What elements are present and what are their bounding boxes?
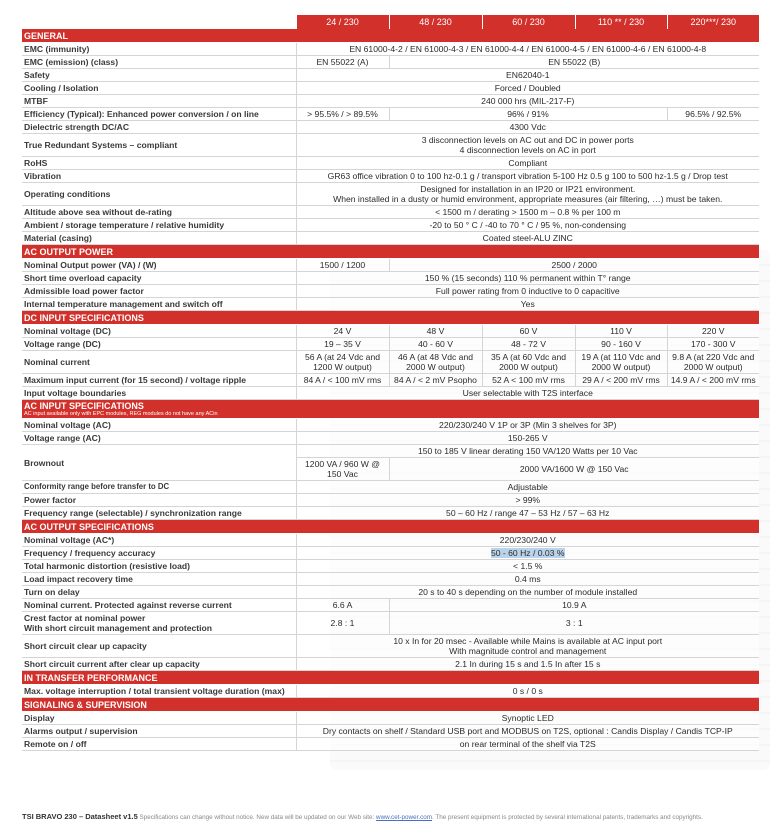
- row-label: Maximum input current (for 15 second) / voltage ripple: [22, 374, 296, 387]
- table-row: [22, 432, 759, 445]
- section-title: DC INPUT SPECIFICATIONS: [22, 311, 759, 325]
- row-value: EN 55022 (A): [296, 56, 389, 69]
- row-value: [296, 183, 759, 206]
- row-label: Admissible load power factor: [22, 285, 296, 298]
- row-value: 90 - 160 V: [575, 338, 667, 351]
- table-row: [22, 635, 759, 658]
- section-title-text: AC INPUT SPECIFICATIONS: [24, 401, 144, 411]
- row-value: 220 V: [667, 325, 759, 338]
- row-label: MTBF: [22, 95, 296, 108]
- row-label: Material (casing): [22, 232, 296, 245]
- table-row: [22, 712, 759, 725]
- section-title: AC OUTPUT POWER: [22, 245, 759, 259]
- row-label: Frequency range (selectable) / synchronization range: [22, 507, 296, 520]
- table-row: [22, 134, 759, 157]
- table-row: [22, 507, 759, 520]
- row-value: 2500 / 2000: [389, 259, 759, 272]
- row-label: Nominal Output power (VA) / (W): [22, 259, 296, 272]
- row-value: -20 to 50 ° C / -40 to 70 ° C / 95 %, non-condensing: [296, 219, 759, 232]
- row-value: 48 V: [389, 325, 482, 338]
- table-row: [22, 738, 759, 751]
- row-value: 10.9 A: [389, 599, 759, 612]
- value-line: With magnitude control and management: [449, 646, 607, 656]
- table-row: [22, 56, 759, 69]
- row-value: GR63 office vibration 0 to 100 hz-0.1 g / transport vibration 5-100 Hz 0.5 g 100 to 500 hz-1.5 g / Drop test: [296, 170, 759, 183]
- row-label: Short circuit clear up capacity: [22, 635, 296, 658]
- row-label: Altitude above sea without de-rating: [22, 206, 296, 219]
- row-label: Power factor: [22, 494, 296, 507]
- row-value: 0 s / 0 s: [296, 685, 759, 698]
- row-value: 20 s to 40 s depending on the number of module installed: [296, 586, 759, 599]
- section-ac-input: [22, 400, 759, 419]
- row-value: Compliant: [296, 157, 759, 170]
- footer-text: Specifications can change without notice. New data will be updated on our Web site:: [139, 814, 375, 821]
- row-value: 56 A (at 24 Vdc and 1200 W output): [296, 351, 389, 374]
- label-line: Crest factor at nominal power: [24, 613, 146, 623]
- value-line: Designed for installation in an IP20 or IP21 environment.: [420, 184, 636, 194]
- row-value: 60 V: [482, 325, 575, 338]
- row-value: 96.5% / 92.5%: [667, 108, 759, 121]
- row-value: 1500 / 1200: [296, 259, 389, 272]
- row-value: Synoptic LED: [296, 712, 759, 725]
- row-label: Turn on delay: [22, 586, 296, 599]
- table-row: [22, 95, 759, 108]
- table-row: [22, 170, 759, 183]
- row-value: 2.1 In during 15 s and 1.5 In after 15 s: [296, 658, 759, 671]
- table-row: [22, 685, 759, 698]
- row-label: Ambient / storage temperature / relative humidity: [22, 219, 296, 232]
- row-value: User selectable with T2S interface: [296, 387, 759, 400]
- value-line: 10 x In for 20 msec - Available while Mains is available at AC input port: [393, 636, 663, 646]
- row-label: RoHS: [22, 157, 296, 170]
- row-label: Safety: [22, 69, 296, 82]
- row-value: EN 55022 (B): [389, 56, 759, 69]
- row-value: 170 - 300 V: [667, 338, 759, 351]
- row-value: 2000 VA/1600 W @ 150 Vac: [389, 458, 759, 481]
- row-label: Display: [22, 712, 296, 725]
- footer: [22, 812, 703, 821]
- row-value: Adjustable: [296, 481, 759, 494]
- table-row: [22, 534, 759, 547]
- table-row: [22, 82, 759, 95]
- value-line: When installed in a dusty or humid environment, appropriate measures (air filtering, …) must be taken.: [333, 194, 723, 204]
- table-row: [22, 573, 759, 586]
- row-value: Yes: [296, 298, 759, 311]
- row-value: 240 000 hrs (MIL-217-F): [296, 95, 759, 108]
- header-spacer: [22, 15, 296, 29]
- table-row: [22, 219, 759, 232]
- row-value: 50 – 60 Hz / range 47 – 53 Hz / 57 – 63 Hz: [296, 507, 759, 520]
- row-label: Nominal current: [22, 351, 296, 374]
- row-value: 3 : 1: [389, 612, 759, 635]
- table-row: [22, 612, 759, 635]
- row-value: EN 61000-4-2 / EN 61000-4-3 / EN 61000-4-4 / EN 61000-4-5 / EN 61000-4-6 / EN 61000-4-8: [296, 43, 759, 56]
- section-ac-output-power: [22, 245, 759, 259]
- row-value: 96% / 91%: [389, 108, 667, 121]
- row-value: 14.9 A / < 200 mV rms: [667, 374, 759, 387]
- row-value: 40 - 60 V: [389, 338, 482, 351]
- table-row: [22, 658, 759, 671]
- value-line: 3 disconnection levels on AC out and DC in power ports: [421, 135, 634, 145]
- row-label: Nominal voltage (DC): [22, 325, 296, 338]
- column-header-row: [22, 15, 759, 29]
- row-value: Dry contacts on shelf / Standard USB port and MODBUS on T2S, optional : Candis Display / Candis TCP-IP: [296, 725, 759, 738]
- row-label: Efficiency (Typical): Enhanced power conversion / on line: [22, 108, 296, 121]
- row-label: Alarms output / supervision: [22, 725, 296, 738]
- table-row: [22, 259, 759, 272]
- row-label: Frequency / frequency accuracy: [22, 547, 296, 560]
- section-title: [22, 400, 759, 419]
- row-value: 220/230/240 V 1P or 3P (Min 3 shelves for 3P): [296, 419, 759, 432]
- row-label: Max. voltage interruption / total transient voltage duration (max): [22, 685, 296, 698]
- value-line: 4 disconnection levels on AC in port: [459, 145, 596, 155]
- row-label: Operating conditions: [22, 183, 296, 206]
- row-value: > 99%: [296, 494, 759, 507]
- row-value: 24 V: [296, 325, 389, 338]
- row-value: 110 V: [575, 325, 667, 338]
- row-label: Conformity range before transfer to DC: [22, 481, 296, 494]
- table-row: [22, 494, 759, 507]
- row-label: Internal temperature management and switch off: [22, 298, 296, 311]
- row-value: 46 A (at 48 Vdc and 2000 W output): [389, 351, 482, 374]
- selected-text[interactable]: 50 - 60 Hz / 0.03 %: [490, 548, 565, 558]
- row-value: 9.8 A (at 220 Vdc and 2000 W output): [667, 351, 759, 374]
- section-title: SIGNALING & SUPERVISION: [22, 698, 759, 712]
- table-row: [22, 481, 759, 494]
- row-label: Total harmonic distortion (resistive load): [22, 560, 296, 573]
- table-row: [22, 157, 759, 170]
- row-label: Remote on / off: [22, 738, 296, 751]
- footer-text-end: . The present equipment is protected by several international patents, trademarks and copyrights.: [432, 814, 703, 821]
- row-value: 150-265 V: [296, 432, 759, 445]
- row-value: 52 A < 100 mV rms: [482, 374, 575, 387]
- table-row: [22, 586, 759, 599]
- label-line: With short circuit management and protection: [24, 623, 213, 633]
- row-label: EMC (immunity): [22, 43, 296, 56]
- row-value: Coated steel-ALU ZINC: [296, 232, 759, 245]
- column-110-230: 110 ** / 230: [575, 15, 667, 29]
- table-row: [22, 285, 759, 298]
- row-value: 2.8 : 1: [296, 612, 389, 635]
- row-value: Full power rating from 0 inductive to 0 capacitive: [296, 285, 759, 298]
- table-row: [22, 560, 759, 573]
- row-value: 84 A / < 2 mV Psopho: [389, 374, 482, 387]
- section-title: IN TRANSFER PERFORMANCE: [22, 671, 759, 685]
- row-value: 6.6 A: [296, 599, 389, 612]
- row-value: > 95.5% / > 89.5%: [296, 108, 389, 121]
- row-value: 150 % (15 seconds) 110 % permanent within T° range: [296, 272, 759, 285]
- section-general: [22, 29, 759, 43]
- table-row: [22, 374, 759, 387]
- row-value: 84 A / < 100 mV rms: [296, 374, 389, 387]
- table-row: [22, 121, 759, 134]
- row-label: Brownout: [22, 445, 296, 481]
- row-value: 150 to 185 V linear derating 150 VA/120 Watts per 10 Vac: [296, 445, 759, 458]
- row-value: 220/230/240 V: [296, 534, 759, 547]
- row-label: True Redundant Systems – compliant: [22, 134, 296, 157]
- row-label: Voltage range (AC): [22, 432, 296, 445]
- row-value: < 1500 m / derating > 1500 m – 0.8 % per 100 m: [296, 206, 759, 219]
- row-label: Short time overload capacity: [22, 272, 296, 285]
- row-label: Voltage range (DC): [22, 338, 296, 351]
- footer-title: TSI BRAVO 230 – Datasheet v1.5: [22, 812, 138, 821]
- row-value: EN62040-1: [296, 69, 759, 82]
- table-row: [22, 272, 759, 285]
- row-label: [22, 612, 296, 635]
- row-value: 48 - 72 V: [482, 338, 575, 351]
- row-label: Nominal current. Protected against reverse current: [22, 599, 296, 612]
- column-48-230: 48 / 230: [389, 15, 482, 29]
- row-value: 1200 VA / 960 W @ 150 Vac: [296, 458, 389, 481]
- row-label: Nominal voltage (AC): [22, 419, 296, 432]
- table-row: [22, 725, 759, 738]
- row-value: [296, 635, 759, 658]
- row-label: Input voltage boundaries: [22, 387, 296, 400]
- table-row: [22, 108, 759, 121]
- section-title: GENERAL: [22, 29, 759, 43]
- row-value: 19 – 35 V: [296, 338, 389, 351]
- table-row: [22, 69, 759, 82]
- section-ac-output: [22, 520, 759, 534]
- row-label: Vibration: [22, 170, 296, 183]
- table-row: [22, 351, 759, 374]
- row-value: Forced / Doubled: [296, 82, 759, 95]
- row-value: 29 A / < 200 mV rms: [575, 374, 667, 387]
- table-row: [22, 599, 759, 612]
- section-dc-input: [22, 311, 759, 325]
- section-subtitle: AC input available only with EPC modules, REG modules do not have any ACin: [24, 411, 218, 417]
- row-value: on rear terminal of the shelf via T2S: [296, 738, 759, 751]
- row-label: EMC (emission) (class): [22, 56, 296, 69]
- row-label: Dielectric strength DC/AC: [22, 121, 296, 134]
- section-in-transfer: [22, 671, 759, 685]
- section-title: AC OUTPUT SPECIFICATIONS: [22, 520, 759, 534]
- row-label: Load impact recovery time: [22, 573, 296, 586]
- table-row: [22, 419, 759, 432]
- table-row: [22, 232, 759, 245]
- column-220-230: 220***/ 230: [667, 15, 759, 29]
- row-value: [296, 134, 759, 157]
- table-row: [22, 547, 759, 560]
- row-label: Short circuit current after clear up capacity: [22, 658, 296, 671]
- row-value: 4300 Vdc: [296, 121, 759, 134]
- column-24-230: 24 / 230: [296, 15, 389, 29]
- table-row: [22, 387, 759, 400]
- row-value: 19 A (at 110 Vdc and 2000 W output): [575, 351, 667, 374]
- specifications-table: [22, 15, 759, 751]
- row-value: 0.4 ms: [296, 573, 759, 586]
- row-label: Cooling / Isolation: [22, 82, 296, 95]
- column-60-230: 60 / 230: [482, 15, 575, 29]
- row-value: < 1.5 %: [296, 560, 759, 573]
- table-row: [22, 206, 759, 219]
- table-row: [22, 43, 759, 56]
- section-signaling: [22, 698, 759, 712]
- row-value: [296, 547, 759, 560]
- row-value: 35 A (at 60 Vdc and 2000 W output): [482, 351, 575, 374]
- table-row: [22, 325, 759, 338]
- table-row: [22, 338, 759, 351]
- website-link[interactable]: www.cet-power.com: [376, 814, 433, 821]
- table-row: [22, 445, 759, 458]
- table-row: [22, 183, 759, 206]
- table-row: [22, 298, 759, 311]
- row-label: Nominal voltage (AC*): [22, 534, 296, 547]
